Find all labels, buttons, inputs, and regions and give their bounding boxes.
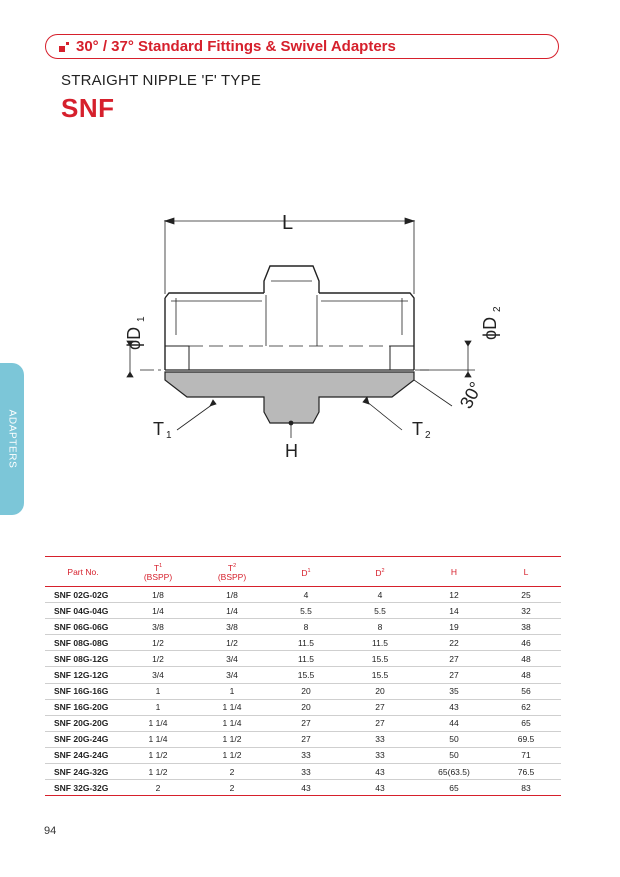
table-cell: 48 xyxy=(491,667,561,683)
part-number-cell: SNF 06G-06G xyxy=(45,619,121,635)
table-cell: 43 xyxy=(343,780,417,796)
table-cell: 46 xyxy=(491,635,561,651)
table-cell: 33 xyxy=(269,764,343,780)
table-cell: 33 xyxy=(269,747,343,763)
t1-label: T xyxy=(153,419,164,439)
table-cell: 38 xyxy=(491,619,561,635)
page-number: 94 xyxy=(44,825,57,837)
table-cell: 48 xyxy=(491,651,561,667)
table-row xyxy=(45,651,561,667)
table-cell: 35 xyxy=(417,683,491,699)
length-label: L xyxy=(282,212,294,234)
table-cell: 44 xyxy=(417,715,491,731)
table-cell: 1 1/4 xyxy=(195,715,269,731)
table-cell: 3/4 xyxy=(195,651,269,667)
hex-label: H xyxy=(285,441,298,461)
table-cell: 1/4 xyxy=(121,603,195,619)
table-cell: 3/4 xyxy=(195,667,269,683)
part-number-cell: SNF 02G-02G xyxy=(45,587,121,603)
part-number-cell: SNF 16G-16G xyxy=(45,683,121,699)
table-cell: 1 xyxy=(121,683,195,699)
table-body xyxy=(45,587,561,796)
table-cell: 20 xyxy=(269,699,343,715)
table-cell: 11.5 xyxy=(343,635,417,651)
column-header: $D^1$ xyxy=(301,567,311,578)
column-header: $T^1$ (BSPP) xyxy=(143,562,173,583)
table-cell: 19 xyxy=(417,619,491,635)
table-cell: 33 xyxy=(343,731,417,747)
product-code: SNF xyxy=(61,93,115,123)
column-header: Part No. xyxy=(67,566,99,577)
table-cell: 43 xyxy=(417,699,491,715)
table-row xyxy=(45,715,561,731)
table-cell: 27 xyxy=(269,715,343,731)
part-number-cell: SNF 08G-12G xyxy=(45,651,121,667)
table-cell: 15.5 xyxy=(343,651,417,667)
table-cell: 1/2 xyxy=(195,635,269,651)
table-cell: 65 xyxy=(491,715,561,731)
table-row xyxy=(45,747,561,763)
table-cell: 1/8 xyxy=(121,587,195,603)
table-cell: 1 1/4 xyxy=(121,715,195,731)
table-row xyxy=(45,780,561,796)
table-cell: 3/4 xyxy=(121,667,195,683)
table-cell: 5.5 xyxy=(343,603,417,619)
table-cell: 14 xyxy=(417,603,491,619)
table-cell: 3/8 xyxy=(121,619,195,635)
product-subtitle: STRAIGHT NIPPLE 'F' TYPE xyxy=(61,72,262,89)
t2-label: T xyxy=(412,419,423,439)
table-row xyxy=(45,619,561,635)
table-cell: 22 xyxy=(417,635,491,651)
d1-subscript: 1 xyxy=(136,316,147,322)
table-cell: 62 xyxy=(491,699,561,715)
table-cell: 56 xyxy=(491,683,561,699)
table-cell: 27 xyxy=(343,699,417,715)
part-number-cell: SNF 24G-24G xyxy=(45,747,121,763)
part-number-cell: SNF 16G-20G xyxy=(45,699,121,715)
table-cell: 8 xyxy=(343,619,417,635)
table-cell: 76.5 xyxy=(491,764,561,780)
table-cell: 2 xyxy=(121,780,195,796)
table-cell: 1 xyxy=(195,683,269,699)
table-cell: 25 xyxy=(491,587,561,603)
table-cell: 27 xyxy=(343,715,417,731)
table-cell: 32 xyxy=(491,603,561,619)
column-header: H xyxy=(450,566,458,577)
d2-subscript: 2 xyxy=(492,306,503,312)
table-cell: 12 xyxy=(417,587,491,603)
part-number-cell: SNF 20G-20G xyxy=(45,715,121,731)
table-row xyxy=(45,603,561,619)
table-cell: 15.5 xyxy=(343,667,417,683)
part-number-cell: SNF 32G-32G xyxy=(45,780,121,796)
side-tab-label: ADAPTERS xyxy=(6,409,18,469)
table-cell: 50 xyxy=(417,747,491,763)
table-cell: 43 xyxy=(343,764,417,780)
table-cell: 65(63.5) xyxy=(417,764,491,780)
table-cell: 1/4 xyxy=(195,603,269,619)
table-cell: 27 xyxy=(269,731,343,747)
table-cell: 1 1/2 xyxy=(195,747,269,763)
table-row xyxy=(45,764,561,780)
table-cell: 43 xyxy=(269,780,343,796)
table-cell: 11.5 xyxy=(269,651,343,667)
column-header: $T^2$ (BSPP) xyxy=(217,562,247,583)
spec-table xyxy=(45,556,561,796)
table-row xyxy=(45,683,561,699)
part-number-cell: SNF 08G-08G xyxy=(45,635,121,651)
table-cell: 2 xyxy=(195,764,269,780)
table-cell: 71 xyxy=(491,747,561,763)
part-number-cell: SNF 20G-24G xyxy=(45,731,121,747)
table-cell: 1 1/4 xyxy=(195,699,269,715)
part-number-cell: SNF 12G-12G xyxy=(45,667,121,683)
part-number-cell: SNF 04G-04G xyxy=(45,603,121,619)
table-cell: 8 xyxy=(269,619,343,635)
table-cell: 1/2 xyxy=(121,651,195,667)
table-row xyxy=(45,587,561,603)
table-cell: 83 xyxy=(491,780,561,796)
table-cell: 1 1/2 xyxy=(195,731,269,747)
table-header-row xyxy=(45,557,561,587)
angle-label: 30° xyxy=(455,378,487,412)
column-header: $D^2$ xyxy=(375,567,385,578)
table-cell: 69.5 xyxy=(491,731,561,747)
table-cell: 50 xyxy=(417,731,491,747)
part-number-cell: SNF 24G-32G xyxy=(45,764,121,780)
table-cell: 20 xyxy=(343,683,417,699)
table-cell: 27 xyxy=(417,651,491,667)
table-cell: 11.5 xyxy=(269,635,343,651)
table-cell: 27 xyxy=(417,667,491,683)
t1-subscript: 1 xyxy=(166,430,172,441)
column-header: L xyxy=(523,566,529,577)
table-cell: 1 1/4 xyxy=(121,731,195,747)
table-cell: 1 1/2 xyxy=(121,764,195,780)
d1-label: ϕD xyxy=(124,326,144,350)
table-cell: 1/2 xyxy=(121,635,195,651)
table-cell: 65 xyxy=(417,780,491,796)
table-cell: 20 xyxy=(269,683,343,699)
section-title: 30° / 37° Standard Fittings & Swivel Adapters xyxy=(76,38,396,55)
table-cell: 1 1/2 xyxy=(121,747,195,763)
table-cell: 1/8 xyxy=(195,587,269,603)
t2-subscript: 2 xyxy=(425,430,431,441)
table-row xyxy=(45,667,561,683)
table-cell: 2 xyxy=(195,780,269,796)
d2-label: ϕD xyxy=(480,316,500,340)
table-cell: 5.5 xyxy=(269,603,343,619)
table-row xyxy=(45,699,561,715)
table-cell: 1 xyxy=(121,699,195,715)
table-row xyxy=(45,635,561,651)
table-cell: 4 xyxy=(269,587,343,603)
table-cell: 3/8 xyxy=(195,619,269,635)
table-cell: 15.5 xyxy=(269,667,343,683)
table-row xyxy=(45,731,561,747)
table-cell: 33 xyxy=(343,747,417,763)
table-cell: 4 xyxy=(343,587,417,603)
